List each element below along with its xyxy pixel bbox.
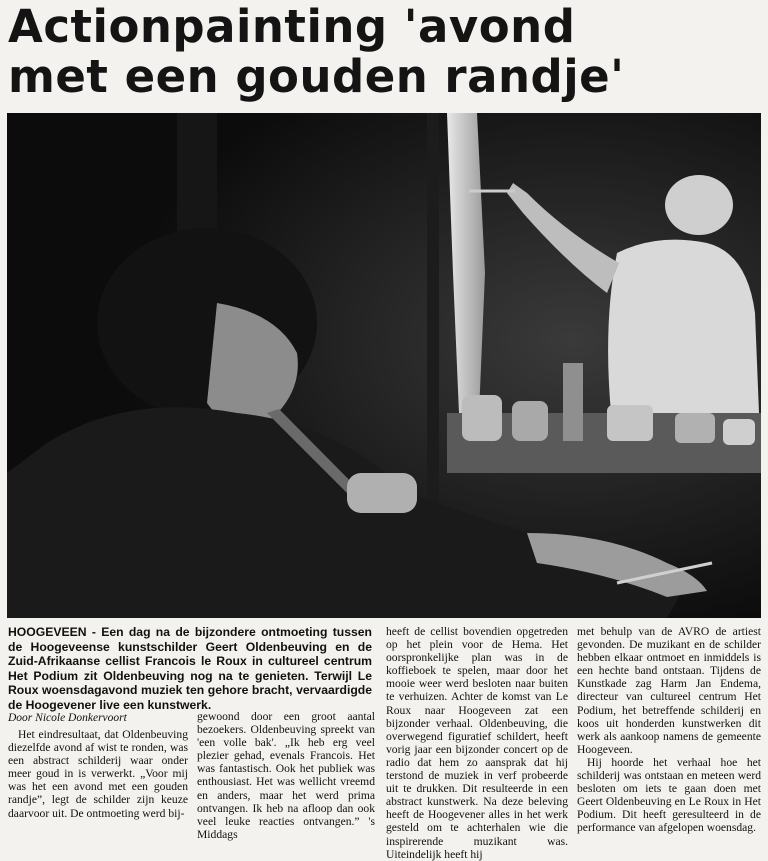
news-photo [7, 113, 761, 618]
headline-line-1: Actionpainting 'avond [8, 0, 576, 53]
article-column-1 [8, 728, 188, 820]
article-column-3 [386, 625, 568, 861]
byline: Door Nicole Donkervoort [8, 712, 127, 724]
headline [8, 2, 764, 102]
article-lead: HOOGEVEEN - Een dag na de bijzondere ontmoeting tussen de Hoogeveense kunstschilder Geert Oldenbeuving en de Zuid-Afrikaanse cellist Francois le Roux in cultureel centrum Het Podium zit Oldenbeuving nog na te genieten. Terwijl Le Roux woensdagavond muziek ten gehore bracht, vervaardigde de Hoogevener live een kunstwerk. [8, 625, 372, 712]
column-4-paragraph-2: Hij hoorde het verhaal hoe het schilderij was ontstaan en meteen werd besloten om iets te gaan doen met Geert Oldenbeuving en Le Roux in Het Podium. Dit heeft geresulteerd in de performance van afgelopen woensdag. [577, 755, 761, 835]
column-1-paragraph-1: Het eindresultaat, dat Oldenbeuving diezelfde avond af wist te ronden, was een abstract schilderij waar onder meer goud in is verwerkt. „Voor mij was het een avond met een gouden randje”, legt de schilder zijn keuze daarvoor uit. De ontmoeting werd bij- [8, 728, 188, 820]
column-3-paragraph-1: heeft de cellist bovendien opgetreden op het plein voor de Hema. Het oorspronkelijke plan was in de koffieboek te spelen, maar door het mooie weer werd besloten naar buiten te verhuizen. Achter de komst van Le Roux naar Hoogeveen zat een bijzonder verhaal. Oldenbeuving, die overwegend figuratief schildert, heeft vorig jaar een bijzonder concert op de radio dat hem zo aansprak dat hij terstond de muziek in verf probeerde uit te drukken. Dit resulteerde in een abstract kunstwerk. Na deze beleving heeft de Hoogevener alles in het werk gesteld om te achterhalen wie die inspirerende muzikant was. Uiteindelijk heeft hij [386, 625, 568, 861]
article-column-4 [577, 625, 761, 835]
column-4-paragraph-1: met behulp van de AVRO de artiest gevonden. De muzikant en de schilder hebben elkaar ontmoet en inmiddels is een hechte band ontstaan. Tijdens de Kunstkade zag Harm Jan Endema, directeur van cultureel centrum Het Podium, het betreffende schilderij en koos uit honderden kunstwerken dit werk als aankoop namens de gemeente Hoogeveen. [577, 625, 761, 756]
article-column-2 [197, 710, 375, 841]
column-2-paragraph-1: gewoond door een groot aantal bezoekers. Oldenbeuving spreekt van 'een volle bak'. „Ik heb erg veel plezier gehad, evenals Francois. Het was fantastisch. Ook het publiek was enthousiast. Het was wellicht vreemd en anders, maar het werd prima ontvangen. Ik heb na afloop dan ook veel leuke reacties ontvangen.” 's Middags [197, 710, 375, 841]
headline-line-2: met een gouden randje' [8, 50, 625, 103]
photo-cellist-and-painter [7, 113, 761, 618]
